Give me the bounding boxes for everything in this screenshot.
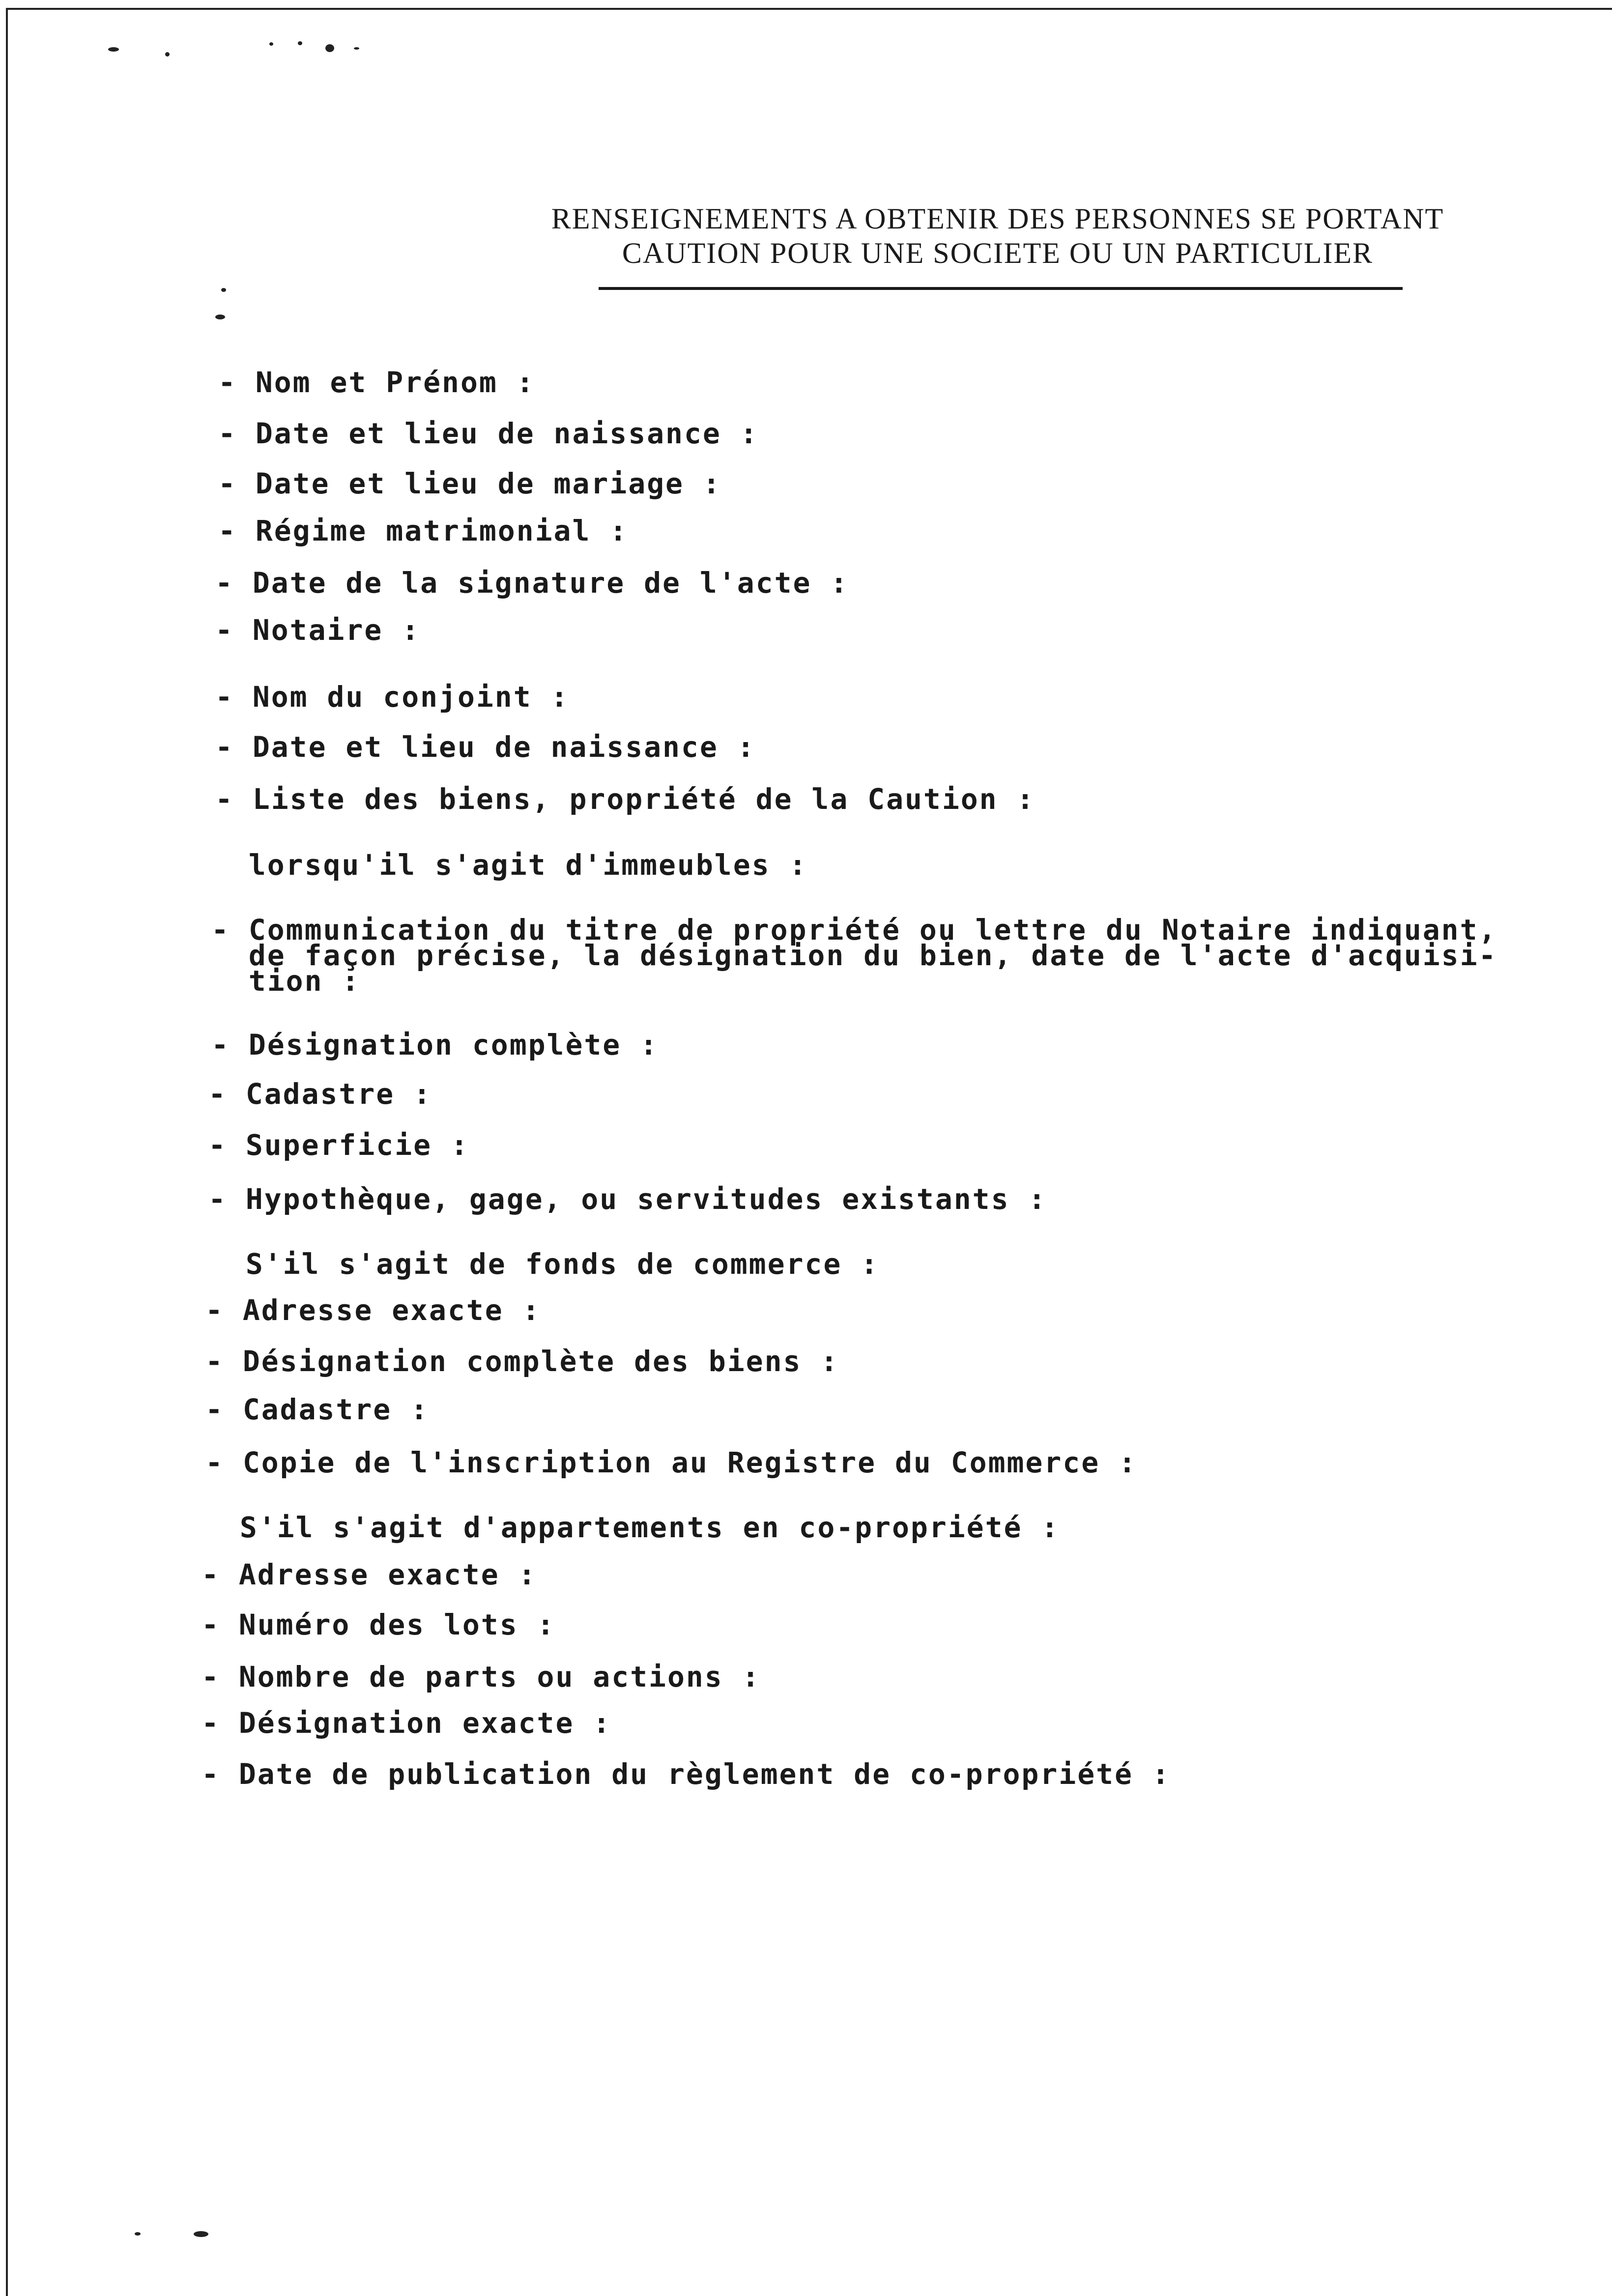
field-numero-lots: - Numéro des lots : — [202, 1608, 556, 1641]
field-date-lieu-mariage: - Date et lieu de mariage : — [218, 467, 721, 500]
field-nombre-parts: - Nombre de parts ou actions : — [202, 1660, 761, 1693]
field-designation-exacte: - Désignation exacte : — [202, 1706, 612, 1740]
field-reglement-copropriete: - Date de publication du règlement de co-propriété : — [202, 1757, 1171, 1791]
page-border-top — [6, 8, 1612, 10]
scan-speck — [194, 2231, 208, 2237]
field-conjoint-naissance: - Date et lieu de naissance : — [215, 730, 756, 764]
scan-speck — [221, 288, 226, 292]
field-hypotheque: - Hypothèque, gage, ou servitudes existants : — [208, 1182, 1047, 1216]
title-underline — [599, 287, 1403, 290]
field-cadastre: - Cadastre : — [208, 1077, 432, 1111]
scan-speck — [215, 315, 225, 319]
field-nom-conjoint: - Nom du conjoint : — [215, 680, 570, 714]
section-appartements: S'il s'agit d'appartements en co-propriété : — [202, 1511, 1060, 1544]
scan-speck — [325, 44, 334, 52]
title-line-1: RENSEIGNEMENTS A OBTENIR DES PERSONNES SE PORTANT — [551, 202, 1444, 235]
document-title — [531, 201, 1465, 270]
field-date-signature-acte: - Date de la signature de l'acte : — [215, 566, 849, 600]
field-regime-matrimonial: - Régime matrimonial : — [218, 514, 629, 547]
field-adresse-appartement: - Adresse exacte : — [202, 1558, 537, 1591]
field-nom-prenom: - Nom et Prénom : — [218, 366, 535, 399]
section-immeubles: lorsqu'il s'agit d'immeubles : — [211, 848, 808, 882]
scan-speck — [135, 2232, 141, 2236]
field-designation-biens: - Désignation complète des biens : — [205, 1345, 839, 1378]
field-registre-commerce: - Copie de l'inscription au Registre du Commerce : — [205, 1446, 1137, 1479]
field-designation-complete: - Désignation complète : — [211, 1028, 659, 1062]
scan-speck — [298, 41, 302, 45]
section-fonds-commerce: S'il s'agit de fonds de commerce : — [208, 1247, 880, 1281]
scan-speck — [354, 47, 359, 50]
page-border-left — [6, 8, 8, 2296]
field-liste-biens: - Liste des biens, propriété de la Caution : — [215, 782, 1036, 816]
scan-speck — [269, 42, 273, 46]
field-communication-titre: - Communication du titre de propriété ou lettre du Notaire indiquant, de façon précise, la désignation du bien, date de l'acte d'acquisi- tion : — [211, 913, 1497, 998]
field-adresse-exacte: - Adresse exacte : — [205, 1293, 541, 1327]
field-notaire: - Notaire : — [215, 613, 421, 647]
scan-speck — [165, 52, 170, 57]
field-cadastre-commerce: - Cadastre : — [205, 1393, 430, 1426]
scan-speck — [108, 47, 119, 52]
title-line-2: CAUTION POUR UNE SOCIETE OU UN PARTICULIER — [622, 237, 1374, 269]
field-date-lieu-naissance: - Date et lieu de naissance : — [218, 417, 759, 450]
field-superficie: - Superficie : — [208, 1128, 469, 1162]
